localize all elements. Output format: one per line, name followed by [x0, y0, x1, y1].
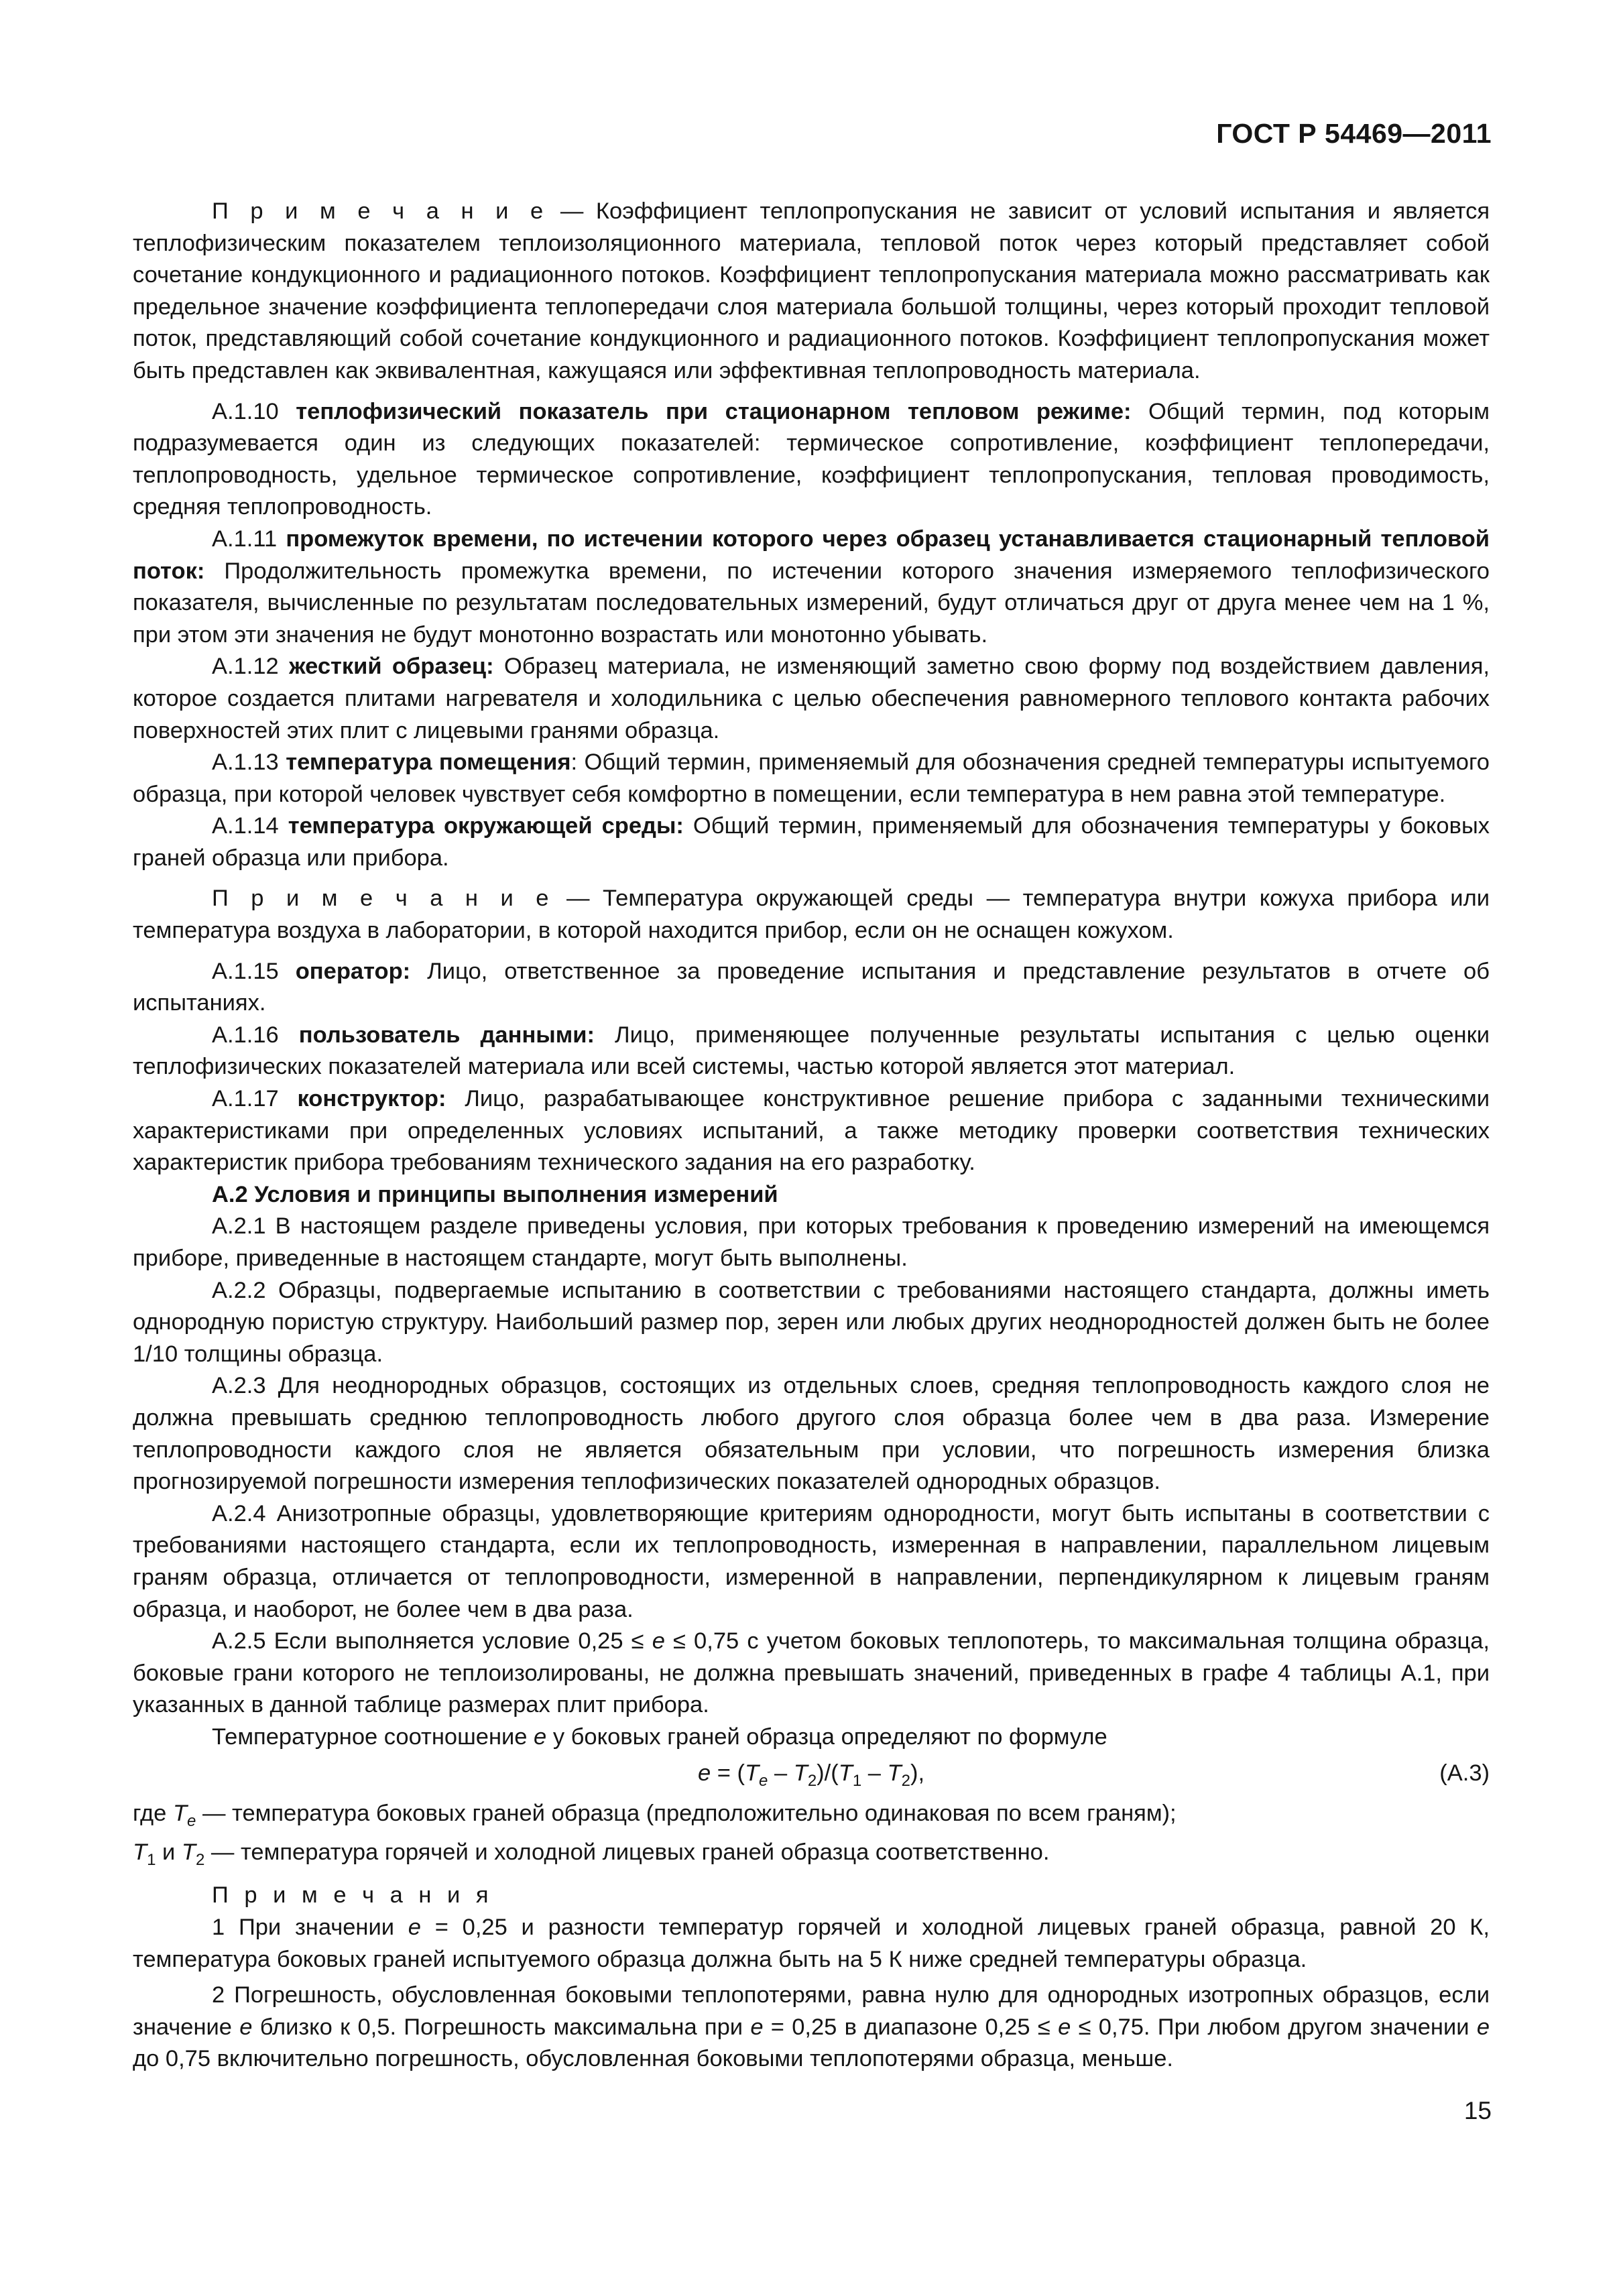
- intro-text: Температурное соотношение: [212, 1724, 534, 1750]
- notes-label-text: П р и м е ч а н и я: [212, 1882, 493, 1909]
- variable-e: e: [1476, 2014, 1490, 2040]
- where-text: — температура боковых граней образца (предположительно одинаковая по всем граням);: [196, 1800, 1177, 1826]
- clause-a-2-2: А.2.2 Образцы, подвергаемые испытанию в соответствии с требованиями настоящего стандарта, должны иметь однородную пористую структуру. Наибольший размер пор, зерен или любых других неоднородностей должен быть не более 1/10 толщины образца.: [133, 1277, 1490, 1367]
- note-text: — Температура окружающей среды — температура внутри кожуха прибора или температура воздуха в лаборатории, в которой находится прибор, если он не оснащен кожухом.: [133, 886, 1490, 944]
- where-line-1: где $T_e$ — температура боковых граней образца (предположительно одинаковая по всем граням);: [133, 1800, 1177, 1830]
- variable-e: e: [408, 1915, 421, 1941]
- clause-a-1-13: [133, 747, 1490, 810]
- clause-text: Лицо, ответственное за проведение испытания и представление результатов в отчете об испытаниях.: [133, 958, 1490, 1016]
- clause-number: А.1.13: [212, 749, 286, 776]
- clause-text: Лицо, разрабатывающее конструктивное решение прибора с заданными техническими характеристиками при определенных условиях испытаний, а также методику проверки соответствия технических характеристик прибора требованиям технического задания на его разработку.: [133, 1086, 1490, 1176]
- note-text: = 0,25 и разности температур горячей и холодной лицевых граней образца, равной 20 К, температура боковых граней испытуемого образца должна быть на 5 К ниже средней температуры образца.: [133, 1915, 1490, 1972]
- clause-term: температура окружающей среды:: [288, 813, 684, 839]
- where-text: — температура горячей и холодной лицевых граней образца соответственно.: [204, 1839, 1050, 1865]
- variable-e: e: [1058, 2014, 1071, 2040]
- clause-term: оператор:: [295, 958, 411, 984]
- clause-text: Общий термин, применяемый для обозначения температуры у боковых граней образца или прибора.: [133, 813, 1490, 871]
- formula-row: [133, 1758, 1490, 1795]
- note-text: близко к 0,5. Погрешность максимальна при: [252, 2014, 751, 2040]
- clause-a-1-12: [133, 651, 1490, 747]
- formula-intro: [133, 1721, 1490, 1754]
- note-text: до 0,75 включительно погрешность, обусловленная боковыми теплопотерями образца, меньше.: [133, 2046, 1174, 2072]
- variable-e: e: [652, 1628, 665, 1654]
- clause-a-1-14: [133, 810, 1490, 874]
- section-heading-a-2: А.2 Условия и принципы выполнения измерений: [212, 1181, 778, 1207]
- note-paragraph-2: [133, 883, 1490, 947]
- notes-label: [133, 1880, 1490, 1912]
- clause-number: А.1.17: [212, 1086, 298, 1112]
- clause-term: промежуток времени, по истечении которого через образец устанавливается стационарный тепловой поток:: [133, 526, 1490, 584]
- page-number: 15: [1463, 2097, 1492, 2124]
- note-item-1: [133, 1912, 1490, 1976]
- formula-a-3: $e = (T_e - T_2)/(T_1 - T_2)$,: [697, 1760, 925, 1790]
- clause-text: Продолжительность промежутка времени, по истечении которого значения измеряемого теплофизического показателя, вычисленные по результатам последовательных измерений, будут отличаться друг от друга менее чем на 1 %, при этом эти значения не будут монотонно возрастать или монотонно убывать.: [133, 558, 1490, 648]
- clause-a-2-5: [133, 1626, 1490, 1721]
- clause-number: А.1.12: [212, 654, 290, 680]
- clause-a-1-16: [133, 1020, 1490, 1083]
- note-label: П р и м е ч а н и е: [212, 886, 554, 912]
- variable-e: e: [239, 2014, 253, 2040]
- clause-a-2-4: А.2.4 Анизотропные образцы, удовлетворяющие критериям однородности, могут быть испытаны в соответствии с требованиями настоящего стандарта, если их теплопроводность, измеренная в направлении, параллельном лицевым граням образца, отличается от теплопроводности, измеренной в направлении, перпендикулярном к лицевым граням образца, и наоборот, не более чем в два раза.: [133, 1500, 1490, 1622]
- clause-a-2-3: А.2.3 Для неоднородных образцов, состоящих из отдельных слоев, средняя теплопроводность каждого слоя не должна превышать среднюю теплопроводность любого другого слоя образца более чем в два раза. Измерение теплопроводности каждого слоя не является обязательным при условии, что погрешность измерения близка прогнозируемой погрешности измерения теплофизических показателей однородных образцов.: [133, 1373, 1490, 1495]
- note-text: = 0,25 в диапазоне 0,25 ≤: [763, 2014, 1059, 2040]
- variable-e: e: [534, 1724, 547, 1750]
- clause-text: : Общий термин, применяемый для обозначения средней температуры испытуемого образца, при которой человек чувствует себя комфортно в помещении, если температура в нем равна этой температуре.: [133, 749, 1490, 807]
- clause-number: А.1.15: [212, 958, 296, 984]
- clause-term: температура помещения: [286, 749, 571, 776]
- clause-a-1-15: [133, 956, 1490, 1020]
- where-conj: и: [156, 1839, 182, 1865]
- clause-number: А.1.10: [212, 398, 296, 424]
- clause-a-1-11: [133, 524, 1490, 651]
- clause-term: жесткий образец:: [289, 654, 494, 680]
- standard-code-header: ГОСТ Р 54469—2011: [1216, 118, 1492, 149]
- clause-text: ≤ 0,75 с учетом боковых теплопотерь, то максимальная толщина образца, боковые грани которого не теплоизолированы, не должна превышать значений, приведенных в графе 4 таблицы А.1, при указанных в данной таблице размерах плит прибора.: [133, 1628, 1490, 1718]
- where-label: где: [133, 1800, 173, 1826]
- clause-number: А.1.11: [212, 526, 286, 552]
- variable-e: e: [750, 2014, 764, 2040]
- clause-number: А.1.16: [212, 1022, 299, 1048]
- clause-text: Лицо, применяющее полученные результаты испытания с целью оценки теплофизических показателей материала или всей системы, частью которой является этот материал.: [133, 1022, 1490, 1080]
- clause-term: пользователь данными:: [298, 1022, 595, 1048]
- formula-number: (А.3): [1439, 1760, 1490, 1786]
- note-text: 2 Погрешность, обусловленная боковыми теплопотерями, равна нулю для однородных изотропных образцов, если значение: [133, 1982, 1490, 2040]
- note-label: П р и м е ч а н и е: [212, 198, 548, 224]
- clause-term: конструктор:: [297, 1086, 446, 1112]
- note-text: ≤ 0,75. При любом другом значении: [1071, 2014, 1477, 2040]
- note-paragraph: [133, 196, 1490, 387]
- clause-term: теплофизический показатель при стационарном тепловом режиме:: [296, 398, 1132, 424]
- note-text: — Коэффициент теплопропускания не зависит от условий испытания и является теплофизическим показателем теплоизоляционного материала, тепловой поток через который представляет собой сочетание кондукционного и радиационного потоков. Коэффициент теплопропускания материала можно рассматривать как предельное значение коэффициента теплопередачи слоя материала большой толщины, через который проходит тепловой поток, представляющий собой сочетание кондукционного и радиационного потоков. Коэффициент теплопропускания может быть представлен как эквивалентная, кажущаяся или эффективная теплопроводность материала.: [133, 198, 1490, 383]
- clause-a-1-10: [133, 396, 1490, 524]
- clause-text: Образец материала, не изменяющий заметно свою форму под воздействием давления, которое создается плитами нагревателя и холодильника с целью обеспечения равномерного теплового контакта рабочих поверхностей этих плит с лицевыми гранями образца.: [133, 654, 1490, 743]
- where-line-2: $T_1$ и $T_2$ — температура горячей и холодной лицевых граней образца соответственно.: [133, 1839, 1050, 1869]
- clause-text: Общий термин, под которым подразумевается один из следующих показателей: термическое сопротивление, коэффициент теплопередачи, теплопроводность, удельное термическое сопротивление, коэффициент теплопропускания, тепловая проводимость, средняя теплопроводность.: [133, 398, 1490, 520]
- clause-a-1-17: [133, 1083, 1490, 1179]
- document-body: [133, 196, 1490, 2075]
- clause-number: А.1.14: [212, 813, 288, 839]
- clause-text: А.2.5 Если выполняется условие 0,25 ≤: [212, 1628, 652, 1654]
- note-item-2: [133, 1980, 1490, 2075]
- clause-a-2-1: А.2.1 В настоящем разделе приведены условия, при которых требования к проведению измерений на имеющемся приборе, приведенные в настоящем стандарте, могут быть выполнены.: [133, 1213, 1490, 1271]
- intro-text: у боковых граней образца определяют по формуле: [546, 1724, 1107, 1750]
- note-text: 1 При значении: [212, 1915, 408, 1941]
